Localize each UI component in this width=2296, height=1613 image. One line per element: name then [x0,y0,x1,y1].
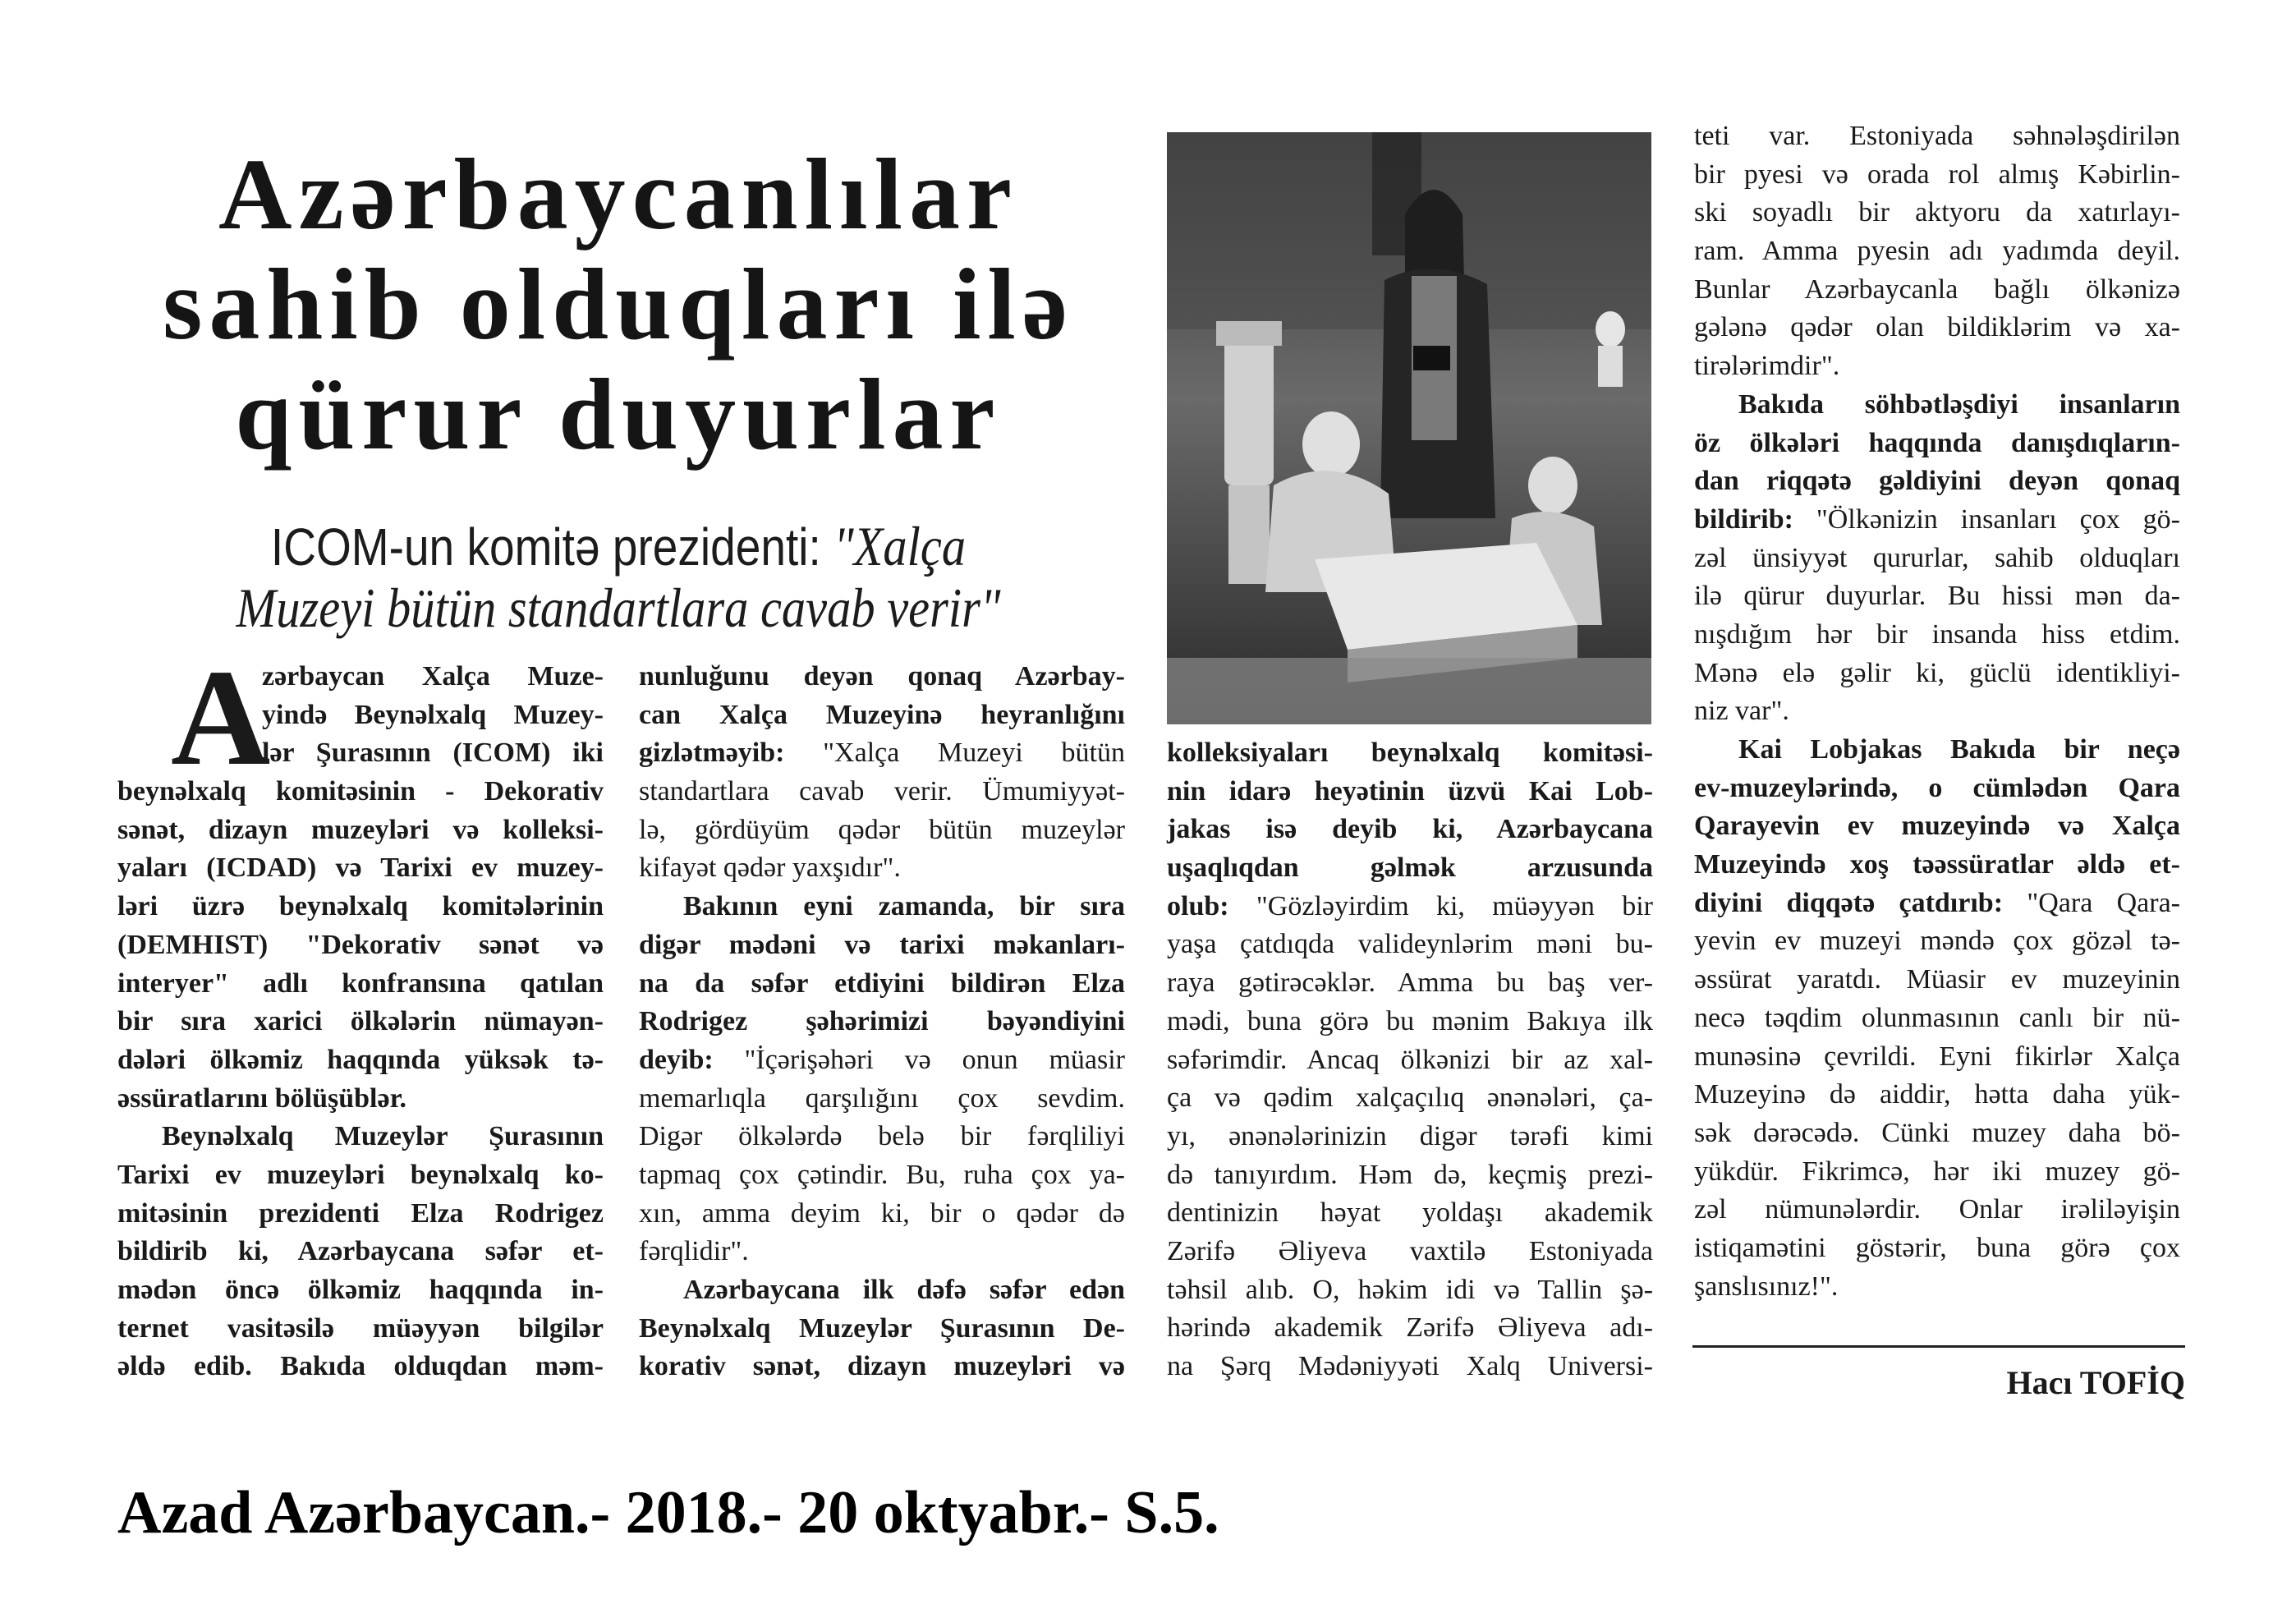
text-line [117,1003,604,1041]
text-line [1694,616,2180,655]
text-line [639,734,1125,773]
byline: Hacı TOFİQ [2006,1364,2185,1401]
text-line [117,849,604,888]
text-line [1694,1114,2180,1153]
text-line [1694,655,2180,693]
bold-text: diyini diqqətə çatdırıb: [1694,887,2027,918]
text-line [1694,1229,2180,1268]
bold-text: mədən öncə ölkəmiz haqqında in- [117,1275,604,1305]
body-text: "Ölkənizin insanları çox gö- [1816,503,2180,535]
bold-text: mitəsinin prezidenti Elza Rodrigez [117,1197,604,1229]
body-text: yaşa çatdıqda valideynlərim məni bu- [1167,929,1653,960]
text-line [639,1348,1125,1386]
headline-line: Azərbaycanlılar [218,138,1018,250]
bold-text: ləri üzrə beynəlxalq komitələrinin [117,891,604,922]
bold-text: Tarixi ev muzeyləri beynəlxalq ko- [117,1159,604,1190]
body-text: Bunlar Azərbaycanla bağlı ölkənizə [1694,273,2180,305]
text-line [639,1271,1125,1310]
body-text: gələnə qədər olan bildiklərim və xa- [1694,312,2180,343]
text-line [117,1118,604,1156]
text-line [1694,1153,2180,1192]
body-text: yı, ənənələrinizin digər tərəfi kimi [1167,1120,1653,1151]
bold-text: Rodrigez şəhərimizi bəyəndiyini [639,1006,1125,1037]
text-line [1167,1003,1653,1041]
body-text: kifayət qədər yaxşıdır". [639,852,901,884]
body-text: necə təqdim olunmasının canlı bir nü- [1694,1002,2180,1033]
bold-text: deyib: [639,1044,745,1075]
byline-divider [1692,1345,2185,1348]
article-column-4 [1694,117,2180,1306]
text-line [639,696,1125,735]
text-line [1167,888,1653,926]
text-line [639,849,1125,888]
text-line [1167,1348,1653,1386]
body-text: standartlara cavab verir. Ümumiyyət- [639,776,1125,807]
text-line [1167,811,1653,849]
body-text: munəsinə çevrildi. Eyni fikirlər Xalça [1694,1041,2180,1072]
body-text: istiqamətini göstərir, buna görə çox [1694,1232,2180,1263]
body-text: mədi, buna görə bu mənim Bakıya ilk [1167,1005,1653,1036]
text-line [117,888,604,926]
bold-text: dələri ölkəmiz haqqında yüksək tə- [117,1044,604,1075]
text-line [639,1233,1125,1271]
body-text: səfərimdir. Ancaq ölkənizi bir az xal- [1167,1044,1653,1075]
bold-text: interyer" adlı konfransına qatılan [117,967,604,999]
bold-text: bildirib ki, Azərbaycana səfər et- [117,1236,604,1267]
text-line [117,1080,604,1119]
bold-text: Muzeyində xoş təəssüratlar əldə et- [1694,849,2180,880]
body-text: "Qara Qara- [2027,887,2180,918]
bold-text: əldə edib. Bakıda olduqdan məm- [117,1351,604,1382]
text-line [1694,1268,2180,1307]
body-text: əssürat yaratdı. Müasir ev muzeyinin [1694,964,2180,995]
bold-text: Beynəlxalq Muzeylər Şurasının De- [639,1312,1125,1344]
body-text: ça və qədim xalçaçılıq ənənələri, ça- [1167,1082,1653,1114]
bold-text: Qarayevin ev muzeyində və Xalça [1694,811,2180,842]
bold-text: korativ sənət, dizayn muzeyləri və [639,1351,1125,1382]
body-text: hərində akademik Zərifə Əliyeva adı- [1167,1312,1653,1344]
text-line [639,1156,1125,1195]
article-photo [1167,132,1651,724]
bold-text: sənət, dizayn muzeyləri və kolleksi- [117,814,604,845]
bold-text: Azərbaycana ilk dəfə səfər edən [683,1275,1125,1305]
body-text: şanslısınız!". [1694,1271,1839,1302]
body-text: sək dərəcədə. Cünki muzey daha bö- [1694,1117,2180,1148]
text-line [1167,1156,1653,1195]
bold-text: nunluğunu deyən qonaq Azərbay- [639,661,1125,692]
text-line [1694,731,2180,770]
subtitle-quote-end: Muzeyi bütün standartlara cavab verir" [236,577,1001,639]
bold-text: ternet vasitəsilə müəyyən bilgilər [117,1312,604,1344]
text-line [1167,926,1653,964]
text-line [639,1080,1125,1119]
bold-text: nin idarə heyətinin üzvü Kai Lob- [1167,775,1653,806]
bold-text: can Xalça Muzeyinə heyranlığını [639,699,1125,730]
text-line [1694,156,2180,195]
text-line [1167,1233,1653,1271]
text-line [639,926,1125,965]
text-line [1694,1038,2180,1077]
body-text: nışdığım hər bir insanda hiss etdim. [1694,618,2180,650]
subtitle-line-1 [187,516,1049,577]
body-text: lə, gördüyüm qədər bütün muzeylər [639,814,1125,845]
bold-text: beynəlxalq komitəsinin - Dekorativ [117,776,604,807]
bold-text: uşaqlıqdan gəlmək arzusunda [1167,852,1653,884]
body-text: də tanıyırdım. Həm də, keçmiş prezi- [1167,1159,1653,1190]
text-line [1694,540,2180,578]
body-text: tirələrimdir". [1694,351,1840,382]
drop-cap: A [171,641,271,794]
text-line [117,1348,604,1386]
text-line [1694,807,2180,846]
text-line [1694,846,2180,885]
subtitle-quote-start: "Xalça [833,515,967,577]
body-text: memarlıqla qarşılığını çox sevdim. [639,1082,1125,1114]
text-line [1167,1309,1653,1348]
body-text: yükdür. Fikrimcə, hər iki muzey gö- [1694,1156,2180,1187]
bold-text: Kai Lobjakas Bakıda bir neçə [1738,734,2180,765]
text-line [1694,386,2180,425]
text-line [1167,1118,1653,1156]
text-line [117,658,604,696]
bold-text: lər Şurasının (ICOM) iki [262,738,604,769]
body-text: zəl ünsiyyət qururlar, sahib olduqları [1694,542,2180,573]
text-line [117,926,604,965]
text-line [1694,577,2180,616]
body-text: Digər ölkələrdə belə bir fərqliliyi [639,1121,1125,1152]
text-line [1694,309,2180,347]
headline-line: qürur duyurlar [235,358,1002,471]
text-line [639,888,1125,926]
bold-text: yində Beynəlxalq Muzey- [262,699,604,730]
headline-line: sahib olduqları ilə [163,248,1074,361]
text-line [1167,1079,1653,1118]
text-line [1694,770,2180,808]
text-line [1167,1041,1653,1080]
bold-text: Beynəlxalq Muzeylər Şurasının [162,1121,604,1152]
text-line [639,1118,1125,1156]
body-text: ilə qürur duyurlar. Bu hissi mən da- [1694,581,2180,612]
body-text: tapmaq çox çətindir. Bu, ruha çox ya- [639,1159,1125,1190]
text-line [117,734,604,773]
subtitle-plain: ICOM-un komitə prezidenti: [270,517,834,577]
text-line [1694,961,2180,1000]
bold-text: əssüratlarını bölüşüblər. [117,1082,407,1114]
text-line [117,1156,604,1195]
body-text: zəl nümunələrdir. Onlar irəliləyişin [1694,1194,2180,1225]
source-citation: Azad Azərbaycan.- 2018.- 20 oktyabr.- S.5. [117,1479,1219,1546]
body-text: Zərifə Əliyeva vaxtilə Estoniyada [1167,1235,1653,1266]
text-line [1167,849,1653,888]
text-line [639,773,1125,811]
body-text: ski soyadlı bir aktyoru da xatırlayı- [1694,197,2180,228]
body-text: ram. Amma pyesin adı yadımda deyil. [1694,236,2180,267]
bold-text: dan riqqətə gəldiyini deyən qonaq [1694,466,2180,497]
text-line [117,696,604,735]
text-line [1694,194,2180,232]
bold-text: gizlətməyib: [639,738,824,769]
text-line [1167,1194,1653,1233]
article-column-1 [117,658,604,1386]
text-line [639,965,1125,1004]
text-line [1694,1076,2180,1114]
bold-text: yaları (ICDAD) və Tarixi ev muzey- [117,852,604,884]
body-text: "İçərişəhəri və onun müasir [744,1044,1125,1075]
text-line [1167,773,1653,811]
text-line [1167,734,1653,773]
text-line [639,1310,1125,1349]
text-line [1167,964,1653,1003]
text-line [1694,117,2180,156]
bold-text: bir sıra xarici ölkələrin nümayən- [117,1006,604,1037]
subtitle [117,516,1119,639]
text-line [1167,1271,1653,1310]
bold-text: zərbaycan Xalça Muze- [262,661,604,692]
text-line [117,1041,604,1080]
bold-text: Bakının eyni zamanda, bir sıra [683,891,1125,922]
bold-text: bildirib: [1694,503,1816,535]
text-line [1694,347,2180,386]
bold-text: (DEMHIST) "Dekorativ sənət və [117,929,604,960]
text-line [117,1310,604,1349]
text-line [1694,885,2180,923]
text-line [117,811,604,850]
text-line [1694,1000,2180,1038]
body-text: niz var". [1694,696,1789,727]
text-line [117,1233,604,1271]
body-text: yevin ev muzeyi məndə çox gözəl tə- [1694,926,2180,957]
text-line [1694,501,2180,540]
text-line [1694,1191,2180,1229]
text-line [639,1041,1125,1080]
bold-text: jakas isə deyib ki, Azərbaycana [1167,814,1653,845]
body-text: bir pyesi və orada rol almış Kəbirlin- [1694,159,2180,190]
bold-text: öz ölkələri haqqında danışdıqların- [1694,427,2180,458]
bold-text: na da səfər etdiyini bildirən Elza [639,967,1125,999]
body-text: xın, amma deyim ki, bir o qədər də [639,1197,1125,1229]
text-line [1694,692,2180,731]
bold-text: kolleksiyaları beynəlxalq komitəsi- [1167,738,1653,768]
body-text: dentinizin həyat yoldaşı akademik [1167,1197,1653,1229]
text-line [639,811,1125,850]
text-line [639,658,1125,696]
body-text: fərqlidir". [639,1236,749,1267]
text-line [1694,922,2180,961]
text-line [117,1195,604,1234]
text-line [117,1271,604,1310]
body-text: "Gözləyirdim ki, müəyyən bir [1256,890,1653,921]
body-text: na Şərq Mədəniyyəti Xalq Universi- [1167,1351,1653,1381]
bold-text: digər mədəni və tarixi məkanları- [639,929,1125,960]
text-line [639,1003,1125,1041]
body-text: Mənə elə gəlir ki, güclü identikliyi- [1694,657,2180,688]
bold-text: Bakıda söhbətləşdiyi insanların [1738,388,2180,420]
text-line [1694,232,2180,271]
headline [117,140,1119,470]
body-text: təhsil alıb. O, həkim idi və Tallin şə- [1167,1274,1653,1305]
subtitle-line-2 [187,577,1049,639]
article-column-2 [639,658,1125,1386]
text-line [1694,462,2180,501]
body-text: Muzeyinə də aiddir, hətta daha yük- [1694,1079,2180,1110]
body-text: raya gətirəcəklər. Amma bu baş ver- [1167,967,1653,999]
body-text: "Xalça Muzeyi bütün [823,738,1125,769]
text-line [117,773,604,811]
body-text: teti var. Estoniyada səhnələşdirilən [1694,121,2180,151]
article-column-3 [1167,734,1653,1386]
text-line [1694,271,2180,310]
text-line [117,965,604,1004]
bold-text: olub: [1167,890,1256,921]
text-line [1694,425,2180,463]
bold-text: ev-muzeylərində, o cümlədən Qara [1694,772,2180,803]
text-line [639,1195,1125,1234]
